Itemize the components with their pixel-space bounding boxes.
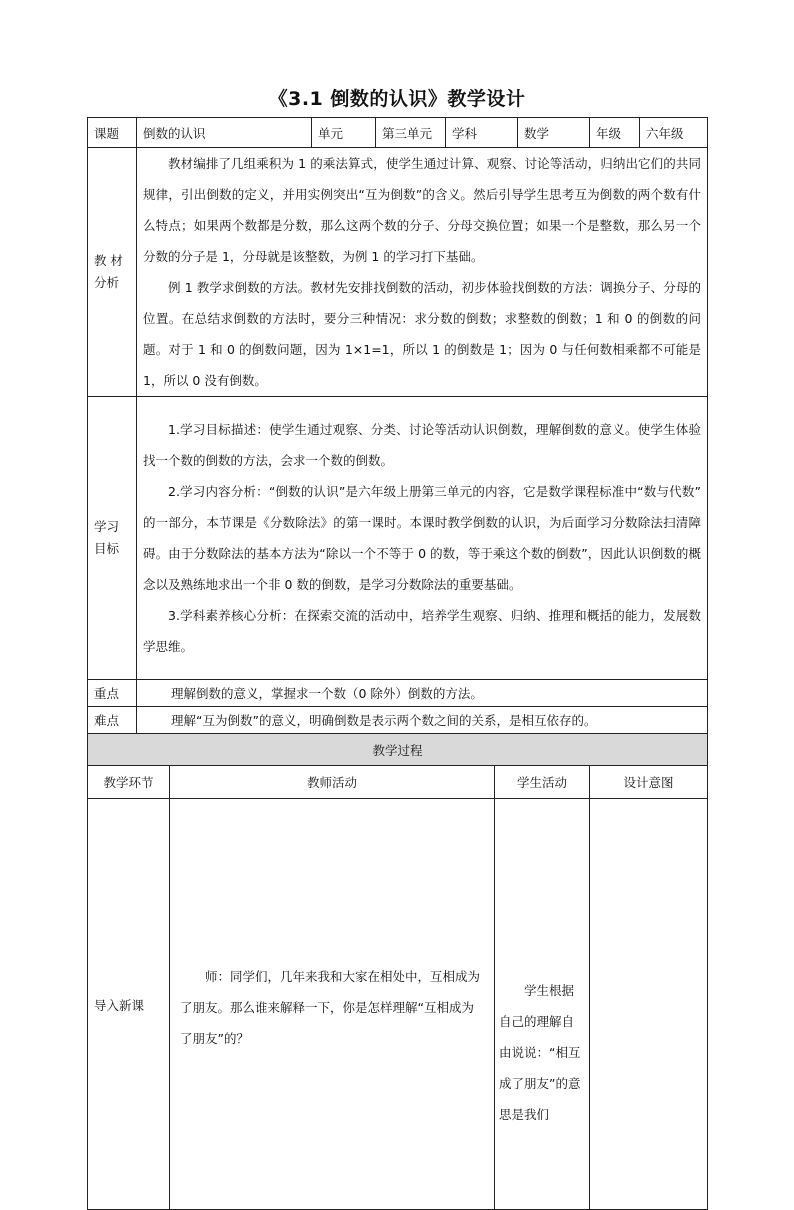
learning-objectives-row: [88, 397, 708, 680]
unit-label: 单元: [312, 118, 376, 148]
teacher-activity-cell: 师：同学们，几年来我和大家在相处中，互相成为了朋友。那么谁来解释一下，你是怎样理解“互相成为了朋友”的？: [170, 799, 495, 1210]
intent-header: 设计意图: [590, 766, 708, 799]
key-point-row: [88, 680, 708, 707]
unit-value: 第三单元: [376, 118, 446, 148]
process-row: [88, 799, 708, 1210]
info-row: [88, 118, 708, 148]
learning-objectives-label-line1: 学习: [94, 519, 120, 534]
design-intent-cell: [590, 799, 708, 1210]
teaching-process-table: [87, 733, 708, 1210]
objective-paragraph: 1.学习目标描述：使学生通过观察、分类、讨论等活动认识倒数，理解倒数的意义。使学生体验找一个数的倒数的方法，会求一个数的倒数。: [143, 422, 701, 468]
topic-value: 倒数的认识: [137, 118, 312, 148]
key-point-label: 重点: [88, 680, 137, 707]
grade-label: 年级: [590, 118, 640, 148]
stage-header: 教学环节: [88, 766, 170, 799]
subject-label: 学科: [446, 118, 518, 148]
student-activity-cell: 学生根据自己的理解自由说说：“相互成了朋友”的意思是我们: [495, 799, 590, 1210]
grade-value: 六年级: [640, 118, 708, 148]
difficulty-label: 难点: [88, 707, 137, 734]
objective-paragraph: 3.学科素养核心分析：在探索交流的活动中，培养学生观察、归纳、推理和概括的能力，发展数学思维。: [143, 608, 701, 654]
material-analysis-label: [88, 148, 137, 397]
material-analysis-label-line1: 教 材: [94, 253, 123, 268]
subject-value: 数学: [518, 118, 590, 148]
material-analysis-content: [137, 148, 708, 397]
material-analysis-label-line2: 分析: [94, 275, 120, 290]
material-paragraph: 教材编排了几组乘积为 1 的乘法算式，使学生通过计算、观察、讨论等活动，归纳出它们的共同规律，引出倒数的定义，并用实例突出“互为倒数”的含义。然后引导学生思考互为倒数的两个数有什么特点；如果两个数都是分数，那么这两个数的分子、分母交换位置；如果一个是整数，那么另一个分数的分子是 1，分母就是该整数，为例 1 的学习打下基础。: [143, 156, 701, 264]
material-analysis-row: [88, 148, 708, 397]
teacher-header: 教师活动: [170, 766, 495, 799]
difficulty-row: [88, 707, 708, 734]
difficulty-text: 理解“互为倒数”的意义，明确倒数是表示两个数之间的关系，是相互依存的。: [137, 707, 708, 734]
process-banner: 教学过程: [88, 734, 708, 766]
process-banner-row: [88, 734, 708, 766]
student-header: 学生活动: [495, 766, 590, 799]
key-point-text: 理解倒数的意义，掌握求一个数（0 除外）倒数的方法。: [137, 680, 708, 707]
topic-label: 课题: [88, 118, 137, 148]
process-header-row: [88, 766, 708, 799]
page-title: 《3.1 倒数的认识》教学设计: [268, 88, 526, 110]
stage-cell: 导入新课: [88, 799, 170, 1210]
objective-paragraph: 2.学习内容分析：“倒数的认识”是六年级上册第三单元的内容，它是数学课程标准中“数与代数” 的一部分，本节课是《分数除法》的第一课时。本课时教学倒数的认识，为后面学习分数除法扫清障碍。由于分数除法的基本方法为“除以一个不等于 0 的数，等于乘这个数的倒数”，因此认识倒数的概念以及熟练地求出一个非 0 数的倒数，是学习分数除法的重要基础。: [143, 484, 701, 592]
learning-objectives-label: [88, 397, 137, 680]
material-paragraph: 例 1 教学求倒数的方法。教材先安排找倒数的活动，初步体验找倒数的方法：调换分子、分母的位置。在总结求倒数的方法时，要分三种情况：求分数的倒数；求整数的倒数；1 和 0 的倒数的问题。对于 1 和 0 的倒数问题，因为 1×1=1，所以 1 的倒数是 1；因为 0 与任何数相乘都不可能是 1，所以 0 没有倒数。: [143, 280, 701, 388]
learning-objectives-label-line2: 目标: [94, 541, 120, 556]
learning-objectives-content: [137, 397, 708, 680]
lesson-info-table: [87, 117, 708, 734]
